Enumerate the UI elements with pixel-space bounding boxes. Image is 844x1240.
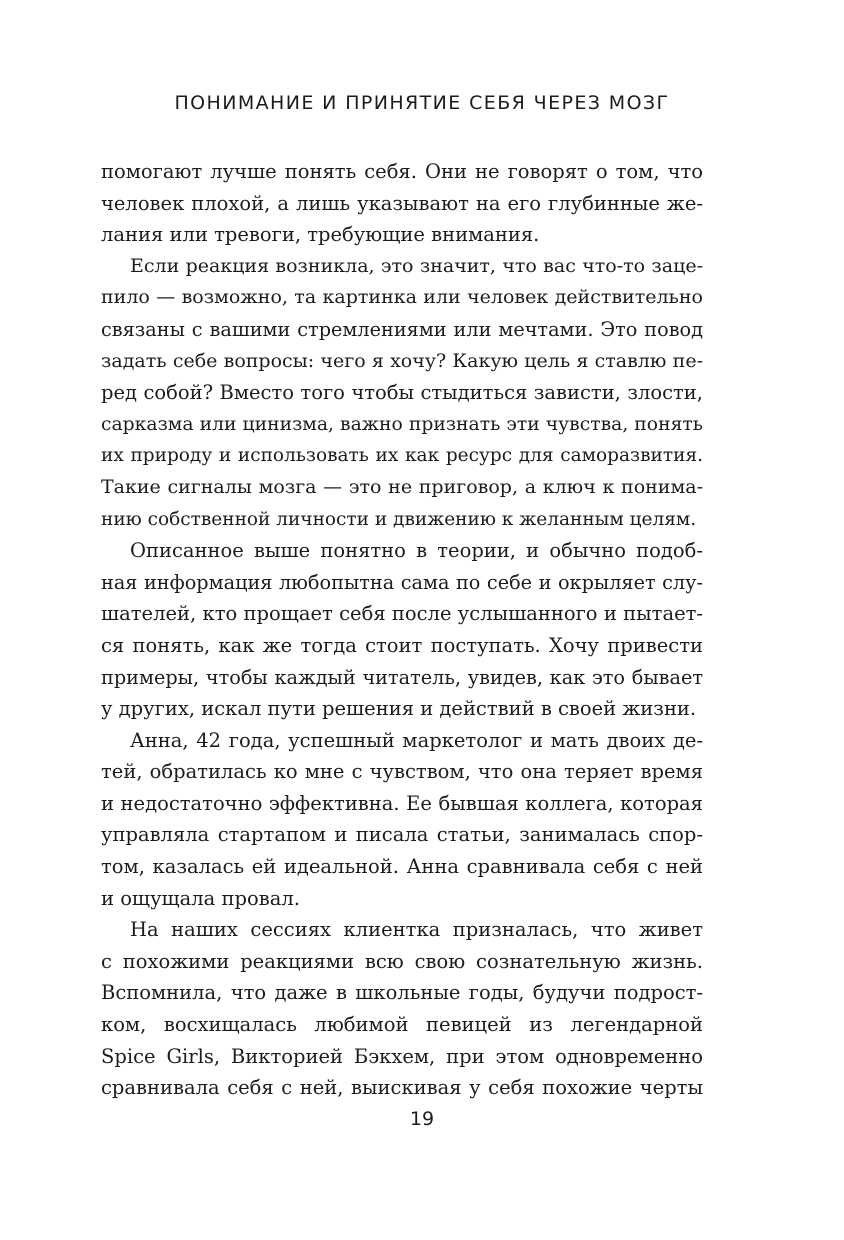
body-text xyxy=(101,156,703,1104)
text-line: Такие сигналы мозга — это не приговор, а ключ к понима- xyxy=(101,475,703,498)
text-line: Spice Girls, Викторией Бэкхем, при этом одновременно xyxy=(101,1044,703,1068)
text-line: Вспомнила, что даже в школьные годы, будучи подрост- xyxy=(101,981,703,1005)
text-line: том, казалась ей идеальной. Анна сравнивала себя с ней xyxy=(101,855,703,879)
text-line: шателей, кто прощает себя после услышанного и пытает- xyxy=(101,602,703,626)
text-line: человек плохой, а лишь указывают на его глубинные же- xyxy=(101,191,703,215)
text-line: Если реакция возникла, это значит, что вас что-то заце- xyxy=(130,254,703,277)
text-line: сарказма или цинизма, важно признать эти чувства, понять xyxy=(101,413,703,435)
text-line: ся понять, как же тогда стоит поступать. Хочу привести xyxy=(101,633,703,657)
text-line: тей, обратилась ко мне с чувством, что она теряет время xyxy=(101,760,703,784)
text-line: их природу и использовать их как ресурс для саморазвития. xyxy=(101,445,703,467)
paragraph xyxy=(101,725,703,915)
text-line: связаны с вашими стремлениями или мечтами. Это повод xyxy=(101,317,703,341)
text-line: Описанное выше понятно в теории, и обычно подоб- xyxy=(130,539,703,563)
text-line: нию собственной личности и движению к желанным целям. xyxy=(101,508,697,530)
text-line: у других, искал пути решения и действий в своей жизни. xyxy=(101,697,697,721)
text-line: с похожими реакциями всю свою сознательную жизнь. xyxy=(101,949,703,973)
running-header-title: ПОНИМАНИЕ И ПРИНЯТИЕ СЕБЯ ЧЕРЕЗ МОЗГ xyxy=(174,92,670,114)
text-line: На наших сессиях клиентка призналась, что живет xyxy=(130,918,703,942)
text-line: Анна, 42 года, успешный маркетолог и мать двоих де- xyxy=(130,728,703,752)
text-line: и ощущала провал. xyxy=(101,886,300,910)
text-line: примеры, чтобы каждый читатель, увидев, как это бывает xyxy=(101,665,703,689)
text-line: управляла стартапом и писала статьи, занималась спор- xyxy=(101,823,703,847)
paragraph xyxy=(101,914,703,1104)
text-line: пило — возможно, та картинка или человек действительно xyxy=(101,286,703,309)
text-line: задать себе вопросы: чего я хочу? Какую цель я ставлю пе- xyxy=(101,349,703,372)
text-line: сравнивала себя с ней, выискивая у себя похожие черты xyxy=(101,1076,703,1100)
paragraph xyxy=(101,156,703,251)
text-line: помогают лучше понять себя. Они не говорят о том, что xyxy=(101,160,703,183)
text-line: и недостаточно эффективна. Ее бывшая коллега, которая xyxy=(101,791,703,815)
text-line: ред собой? Вместо того чтобы стыдиться зависти, злости, xyxy=(101,381,703,405)
paragraph xyxy=(101,535,703,725)
page-number: 19 xyxy=(409,1108,435,1130)
text-line: ком, восхищалась любимой певицей из легендарной xyxy=(101,1013,703,1037)
text-line: лания или тревоги, требующие внимания. xyxy=(101,223,540,247)
paragraph xyxy=(101,251,703,535)
text-line: ная информация любопытна сама по себе и окрыляет слу- xyxy=(101,570,703,594)
